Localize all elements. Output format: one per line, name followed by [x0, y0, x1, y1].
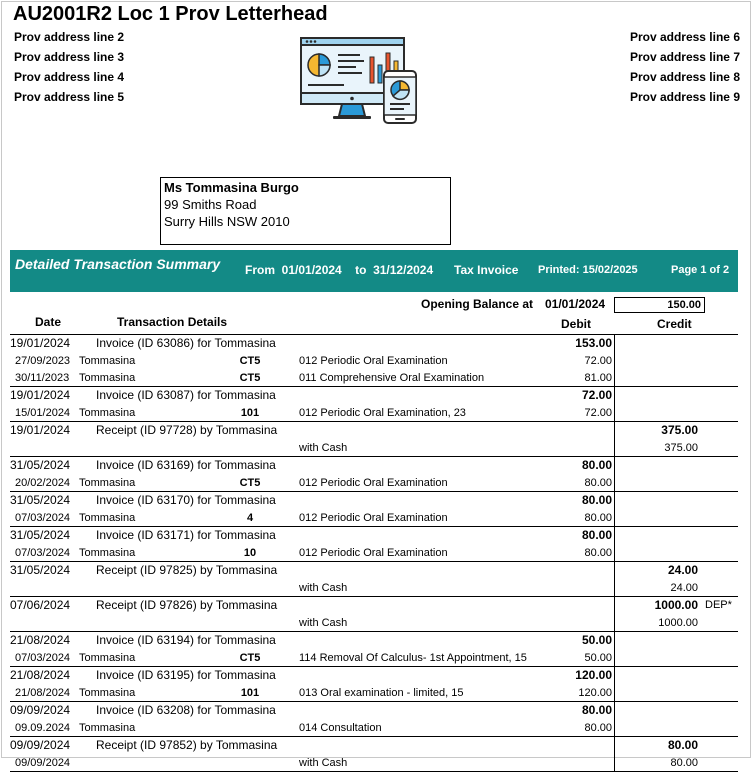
transaction-description: Invoice (ID 63087) for Tommasina	[96, 388, 276, 402]
transaction-row	[10, 335, 738, 352]
transaction-debit: 153.00	[575, 336, 612, 350]
transaction-credit: 24.00	[667, 563, 698, 577]
line-item-credit: 1000.00	[658, 617, 698, 629]
line-item-row	[10, 352, 738, 369]
transaction-date: 31/05/2024	[10, 493, 71, 507]
from-date: 01/01/2024	[281, 263, 342, 277]
line-item-date: 27/09/2023	[15, 355, 71, 367]
line-item-debit: 80.00	[584, 547, 612, 559]
line-item-date: 20/02/2024	[15, 477, 71, 489]
line-item-description: with Cash	[299, 582, 348, 594]
line-item-date: 07/03/2024	[15, 512, 71, 524]
line-item-code: 101	[240, 407, 260, 419]
line-item-date: 09/09/2024	[15, 757, 71, 769]
column-header-date: Date	[35, 315, 62, 329]
address-line: Prov address line 5	[14, 90, 125, 104]
transaction-row	[10, 527, 738, 544]
transaction-credit: 80.00	[667, 738, 698, 752]
line-item-patient: Tommasina	[79, 652, 136, 664]
report-title: Detailed Transaction Summary	[15, 256, 221, 272]
line-item-row	[10, 369, 738, 386]
transaction-debit: 72.00	[581, 388, 612, 402]
transaction-group	[10, 667, 738, 702]
line-item-debit: 80.00	[584, 512, 612, 524]
transaction-debit: 80.00	[581, 528, 612, 542]
transaction-date: 19/01/2024	[10, 423, 71, 437]
recipient-name: Ms Tommasina Burgo	[164, 180, 299, 195]
line-item-patient: Tommasina	[79, 355, 136, 367]
line-item-debit: 120.00	[578, 687, 612, 699]
transaction-debit: 80.00	[581, 703, 612, 717]
transaction-row	[10, 667, 738, 684]
transaction-date: 21/08/2024	[10, 668, 71, 682]
column-header-debit: Debit	[561, 317, 591, 331]
transaction-description: Invoice (ID 63170) for Tommasina	[96, 493, 276, 507]
line-item-debit: 72.00	[584, 355, 612, 367]
line-item-row	[10, 474, 738, 491]
line-item-row	[10, 614, 738, 631]
recipient-city: Surry Hills NSW 2010	[164, 214, 290, 229]
line-item-row	[10, 579, 738, 596]
transaction-date: 31/05/2024	[10, 528, 71, 542]
transaction-debit: 120.00	[575, 668, 612, 682]
line-item-credit: 80.00	[670, 757, 698, 769]
line-item-date: 30/11/2023	[15, 372, 70, 384]
opening-balance-date: 01/01/2024	[545, 297, 606, 311]
transaction-group	[10, 492, 738, 527]
line-item-row	[10, 509, 738, 526]
line-item-debit: 72.00	[584, 407, 612, 419]
transaction-group	[10, 527, 738, 562]
line-item-patient: Tommasina	[79, 687, 136, 699]
line-item-patient: Tommasina	[79, 372, 136, 384]
address-line: Prov address line 2	[14, 30, 125, 44]
address-line: Prov address line 4	[14, 70, 125, 84]
line-item-credit: 24.00	[670, 582, 698, 594]
transaction-row	[10, 492, 738, 509]
transaction-row	[10, 387, 738, 404]
address-line: Prov address line 3	[14, 50, 125, 64]
transaction-description: Invoice (ID 63169) for Tommasina	[96, 458, 276, 472]
line-item-code: CT5	[239, 372, 261, 384]
line-item-code: CT5	[239, 652, 261, 664]
transaction-row	[10, 632, 738, 649]
transaction-group	[10, 702, 738, 737]
transaction-group	[10, 335, 738, 387]
line-item-patient: Tommasina	[79, 722, 136, 734]
transaction-date: 31/05/2024	[10, 563, 71, 577]
line-item-description: 012 Periodic Oral Examination	[299, 477, 448, 489]
transaction-group	[10, 457, 738, 492]
line-item-date: 21/08/2024	[15, 687, 71, 699]
transaction-description: Receipt (ID 97852) by Tommasina	[96, 738, 278, 752]
transaction-description: Receipt (ID 97825) by Tommasina	[96, 563, 278, 577]
address-line: Prov address line 6	[629, 30, 740, 44]
deposit-flag: DEP*	[705, 599, 732, 611]
line-item-description: with Cash	[299, 757, 348, 769]
transaction-description: Invoice (ID 63086) for Tommasina	[96, 336, 276, 350]
report-banner	[10, 250, 738, 292]
line-item-debit: 80.00	[584, 722, 612, 734]
line-item-row	[10, 544, 738, 561]
line-item-code: 101	[240, 687, 260, 699]
line-item-code: CT5	[239, 477, 261, 489]
line-item-date: 07/03/2024	[15, 652, 71, 664]
opening-balance-label: Opening Balance at	[421, 297, 534, 311]
transaction-date: 07/06/2024	[10, 598, 71, 612]
line-item-debit: 81.00	[584, 372, 612, 384]
transaction-row	[10, 737, 738, 754]
line-item-description: 012 Periodic Oral Examination	[299, 355, 448, 367]
line-item-patient: Tommasina	[79, 407, 136, 419]
line-item-date: 15/01/2024	[15, 407, 71, 419]
transaction-ledger	[10, 335, 738, 772]
transaction-date: 19/01/2024	[10, 336, 71, 350]
transaction-date: 09/09/2024	[10, 738, 71, 752]
line-item-code: 4	[246, 512, 254, 524]
transaction-description: Invoice (ID 63171) for Tommasina	[96, 528, 276, 542]
line-item-patient: Tommasina	[79, 477, 136, 489]
line-item-description: with Cash	[299, 617, 348, 629]
transaction-date: 31/05/2024	[10, 458, 71, 472]
transaction-credit: 375.00	[661, 423, 698, 437]
transaction-group	[10, 597, 738, 632]
address-line: Prov address line 8	[629, 70, 740, 84]
line-item-row	[10, 754, 738, 771]
transaction-row	[10, 422, 738, 439]
column-header-credit: Credit	[657, 317, 692, 331]
transaction-row	[10, 457, 738, 474]
column-header-details: Transaction Details	[117, 315, 228, 329]
recipient-address-box	[160, 177, 451, 245]
dashboard-devices-icon	[298, 35, 422, 127]
printed-date: Printed: 15/02/2025	[538, 264, 638, 276]
transaction-group	[10, 387, 738, 422]
transaction-row	[10, 562, 738, 579]
line-item-description: 012 Periodic Oral Examination	[299, 512, 448, 524]
transaction-debit: 50.00	[581, 633, 612, 647]
transaction-row	[10, 597, 738, 614]
transaction-description: Receipt (ID 97826) by Tommasina	[96, 598, 278, 612]
line-item-description: 011 Comprehensive Oral Examination	[299, 372, 485, 384]
date-range	[245, 263, 433, 277]
recipient-street: 99 Smiths Road	[164, 197, 257, 212]
address-line: Prov address line 9	[629, 90, 740, 104]
line-item-row	[10, 404, 738, 421]
line-item-debit: 80.00	[584, 477, 612, 489]
line-item-date: 07/03/2024	[15, 547, 71, 559]
address-line: Prov address line 7	[629, 50, 740, 64]
transaction-group	[10, 632, 738, 667]
transaction-group	[10, 422, 738, 457]
line-item-row	[10, 719, 738, 736]
line-item-description: 012 Periodic Oral Examination, 23	[299, 407, 466, 419]
opening-balance-amount: 150.00	[614, 297, 705, 313]
line-item-description: 014 Consultation	[299, 722, 382, 734]
line-item-code: 10	[243, 547, 257, 559]
address-right	[630, 30, 740, 110]
address-left	[14, 30, 124, 110]
line-item-debit: 50.00	[584, 652, 612, 664]
transaction-description: Invoice (ID 63208) for Tommasina	[96, 703, 276, 717]
line-item-description: 114 Removal Of Calculus- 1st Appointment, 15	[299, 652, 527, 664]
transaction-group	[10, 562, 738, 597]
line-item-description: 012 Periodic Oral Examination	[299, 547, 448, 559]
transaction-date: 19/01/2024	[10, 388, 71, 402]
transaction-description: Invoice (ID 63195) for Tommasina	[96, 668, 276, 682]
letterhead-title: AU2001R2 Loc 1 Prov Letterhead	[13, 3, 328, 25]
line-item-date: 09.09.2024	[15, 722, 71, 734]
transaction-credit: 1000.00	[654, 598, 698, 612]
transaction-group	[10, 737, 738, 772]
line-item-patient: Tommasina	[79, 512, 136, 524]
line-item-row	[10, 649, 738, 666]
to-date: 31/12/2024	[373, 263, 434, 277]
line-item-credit: 375.00	[664, 442, 698, 454]
page-number: Page 1 of 2	[671, 264, 730, 276]
line-item-patient: Tommasina	[79, 547, 136, 559]
transaction-description: Invoice (ID 63194) for Tommasina	[96, 633, 276, 647]
transaction-description: Receipt (ID 97728) by Tommasina	[96, 423, 278, 437]
from-label: From	[245, 263, 275, 277]
transaction-date: 09/09/2024	[10, 703, 71, 717]
line-item-code: CT5	[239, 355, 261, 367]
transaction-debit: 80.00	[581, 458, 612, 472]
doc-type: Tax Invoice	[454, 263, 519, 277]
transaction-row	[10, 702, 738, 719]
line-item-description: with Cash	[299, 442, 348, 454]
line-item-row	[10, 439, 738, 456]
transaction-date: 21/08/2024	[10, 633, 71, 647]
line-item-description: 013 Oral examination - limited, 15	[299, 687, 464, 699]
to-label: to	[355, 263, 367, 277]
transaction-debit: 80.00	[581, 493, 612, 507]
line-item-row	[10, 684, 738, 701]
